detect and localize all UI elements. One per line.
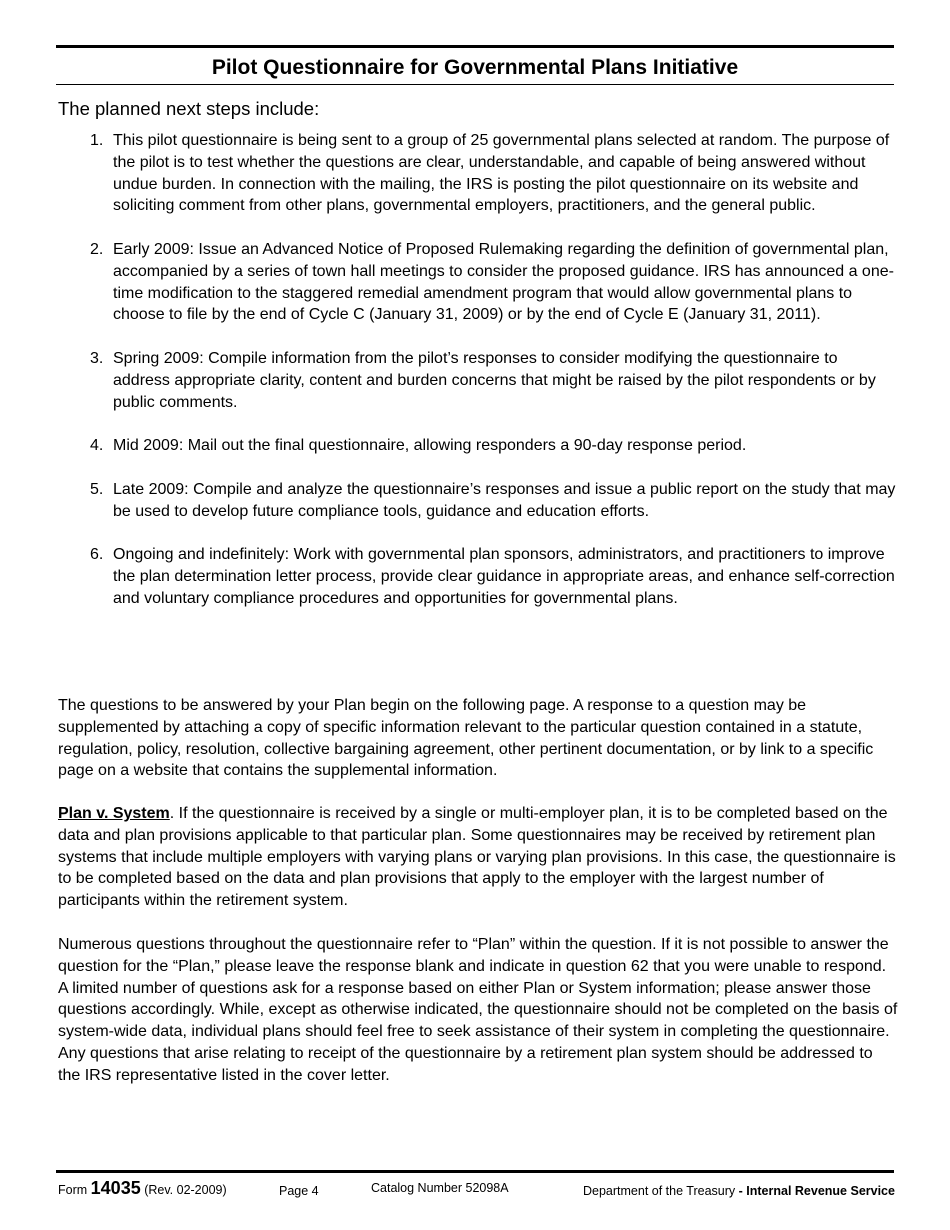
step-number: 4. <box>90 437 104 455</box>
step-number: 6. <box>90 546 104 564</box>
step-item <box>58 544 898 609</box>
title-rule <box>56 84 894 85</box>
plan-v-system-paragraph <box>58 803 898 912</box>
step-text: Early 2009: Issue an Advanced Notice of Proposed Rulemaking regarding the definition of governmental plan, accompanied by a series of town hall meetings to consider the proposed guidance. IRS has announced a one-time modification to the staggered remedial amendment program that would allow governmental plans to choose to file by the end of Cycle C (January 31, 2009) or by the end of Cycle E (January 31, 2011). <box>113 240 894 324</box>
agency-name: - Internal Revenue Service <box>738 1184 895 1198</box>
plan-v-system-heading: Plan v. System <box>58 805 170 822</box>
step-text: Mid 2009: Mail out the final questionnaire, allowing responders a 90-day response period. <box>113 437 747 455</box>
top-rule <box>56 45 894 48</box>
footer-department <box>583 1181 895 1201</box>
plan-v-system-body: . If the questionnaire is received by a single or multi-employer plan, it is to be completed based on the data and plan provisions applicable to that particular plan. Some questionnaires may be received by retirement plan systems that include multiple employers with varying plans or varying plan provisions. In this case, the questionnaire is to be completed based on the data and plan provisions that apply to the employer with the largest number of participants within the retirement system. <box>58 805 896 910</box>
step-text: Ongoing and indefinitely: Work with governmental plan sponsors, administrators, and practitioners to improve the plan determination letter process, provide clear guidance in appropriate areas, and enhance self-correction and voluntary compliance procedures and opportunities for governmental plans. <box>113 546 895 607</box>
form-label: Form <box>58 1183 88 1197</box>
step-number: 3. <box>90 349 104 367</box>
numerous-questions-paragraph: Numerous questions throughout the questionnaire refer to “Plan” within the question. If it is not possible to answer the question for the “Plan,” please leave the response blank and indicate in question 62 that you were unable to respond. A limited number of questions ask for a response based on either Plan or System information; please answer those questions accordingly. While, except as otherwise indicated, the questionnaire should not be completed on the basis of system-wide data, individual plans should feel free to seek assistance of their system in completing the questionnaire. Any questions that arise relating to receipt of the questionnaire by a retirement plan system should be addressed to the IRS representative listed in the cover letter. <box>58 936 898 1084</box>
next-steps-list <box>58 130 898 631</box>
footer-rule <box>56 1170 894 1173</box>
footer-page-number: Page 4 <box>279 1184 319 1198</box>
footer-catalog-number: Catalog Number 52098A <box>371 1181 509 1195</box>
step-number: 2. <box>90 240 104 258</box>
step-text: Late 2009: Compile and analyze the questionnaire’s responses and issue a public report on the study that may be used to develop future compliance tools, guidance and education efforts. <box>113 480 896 520</box>
step-item <box>58 239 898 326</box>
step-item <box>58 348 898 413</box>
form-number: 14035 <box>90 1178 141 1198</box>
step-text: Spring 2009: Compile information from the pilot’s responses to consider modifying the questionnaire to address appropriate clarity, content and burden concerns that might be raised by the pilot respondents or by public comments. <box>113 349 876 411</box>
step-item <box>58 130 898 217</box>
department-name: Department of the Treasury <box>583 1184 736 1198</box>
intro-text: The planned next steps include: <box>58 98 320 119</box>
step-item <box>58 479 898 523</box>
step-item <box>58 435 898 457</box>
step-number: 1. <box>90 132 104 149</box>
footer-form-id <box>58 1178 227 1200</box>
page-title: Pilot Questionnaire for Governmental Plans Initiative <box>211 56 739 79</box>
step-number: 5. <box>90 480 104 498</box>
questions-paragraph: The questions to be answered by your Plan begin on the following page. A response to a question may be supplemented by attaching a copy of specific information relevant to the particular question contained in a statute, regulation, policy, resolution, collective bargaining agreement, other pertinent documentation, or by link to a specific page on a website that contains the supplemental information. <box>58 697 874 780</box>
step-text: This pilot questionnaire is being sent to a group of 25 governmental plans selected at random. The purpose of the pilot is to test whether the questions are clear, understandable, and capable of being answered without undue burden. In connection with the mailing, the IRS is posting the pilot questionnaire on its website and soliciting comment from other plans, governmental employers, practitioners, and the general public. <box>113 132 890 215</box>
form-revision: (Rev. 02-2009) <box>144 1183 227 1197</box>
